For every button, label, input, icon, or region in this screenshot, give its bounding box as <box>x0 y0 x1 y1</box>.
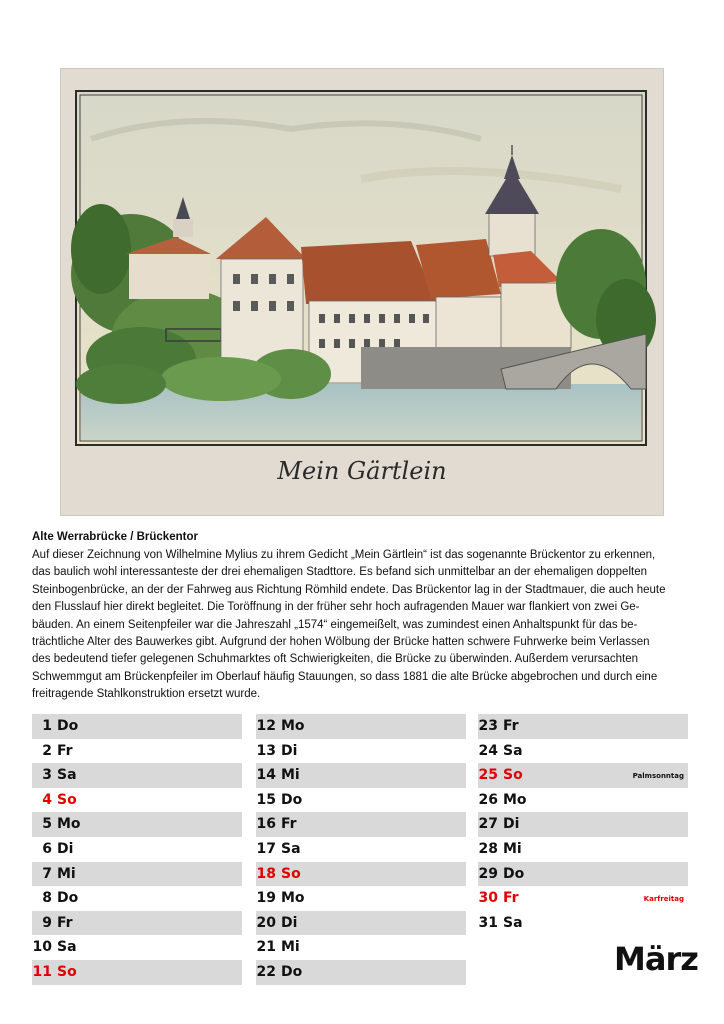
calendar-day-number: 15 <box>256 791 276 808</box>
calendar-day-row <box>256 739 466 764</box>
calendar-day-row <box>32 935 242 960</box>
calendar-weekday: Fr <box>57 914 73 931</box>
calendar-day-number: 14 <box>256 767 276 784</box>
calendar-day-row <box>478 911 688 936</box>
calendar-weekday: So <box>281 865 301 882</box>
calendar-day-row <box>478 837 688 862</box>
calendar-day-row <box>256 886 466 911</box>
article-line: freitragende Stahlkonstruktion ersetzt wurde. <box>32 688 261 701</box>
calendar-day-number: 25 <box>478 767 498 784</box>
calendar-weekday: Do <box>57 890 79 907</box>
calendar-day-number: 7 <box>42 865 52 882</box>
calendar-weekday: Do <box>281 791 303 808</box>
painting-mein-gaertlein <box>60 68 664 516</box>
calendar-day-number: 30 <box>478 890 498 907</box>
calendar-day-number: 12 <box>256 718 276 734</box>
article-body <box>32 547 704 704</box>
calendar-day-number: 11 <box>32 963 52 980</box>
calendar-column-1 <box>32 714 242 985</box>
calendar-day-row <box>256 812 466 837</box>
calendar-day-row <box>32 886 242 911</box>
calendar-weekday: So <box>57 963 77 980</box>
calendar-weekday: Mo <box>503 791 527 808</box>
calendar-day-row <box>478 812 688 837</box>
article-line: des bedeutend tiefer gelegenen Schuhmarktes oft Schwierigkeiten, die Brücke zu überwinden. Außerdem verursachten <box>32 653 639 666</box>
calendar-weekday: Mo <box>281 718 305 734</box>
calendar-weekday: So <box>57 791 77 808</box>
calendar-day-number: 23 <box>478 718 498 734</box>
calendar-day-row <box>32 837 242 862</box>
calendar-day-number: 28 <box>478 840 498 857</box>
calendar-day-number: 21 <box>256 939 276 956</box>
calendar-day-number: 19 <box>256 890 276 907</box>
calendar-day-row <box>32 812 242 837</box>
calendar-day-number: 20 <box>256 914 276 931</box>
calendar-day-number: 16 <box>256 816 276 833</box>
calendar-weekday: Mi <box>503 840 522 857</box>
calendar-day-number: 13 <box>256 742 276 759</box>
calendar-day-row <box>32 911 242 936</box>
calendar-weekday: Fr <box>503 890 519 907</box>
calendar-day-number: 29 <box>478 865 498 882</box>
calendar-day-row <box>478 862 688 887</box>
calendar-weekday: Sa <box>503 742 523 759</box>
calendar-day-number: 9 <box>42 914 52 931</box>
calendar-column-2 <box>256 714 466 985</box>
calendar-weekday: Fr <box>281 816 297 833</box>
calendar-holiday-note: Karfreitag <box>643 895 684 904</box>
calendar-weekday: Sa <box>57 767 77 784</box>
calendar-weekday: Di <box>281 742 298 759</box>
calendar-day-row <box>256 714 466 739</box>
painting-illustration <box>61 69 663 515</box>
calendar-day-number: 2 <box>42 742 52 759</box>
article-title: Alte Werrabrücke / Brückentor <box>32 531 198 543</box>
calendar-day-row <box>478 714 688 739</box>
article-line: trächtliche Alter des Bauwerkes gibt. Aufgrund der hohen Wölbung der Brücke hatten schwere Fuhrwerke beim Verlassen <box>32 636 650 649</box>
article-line: Schwemmgut am Brückenpfeiler im Oberlauf häufig Stauungen, so dass 1881 die alte Brücke abgebrochen und durch eine <box>32 670 658 683</box>
calendar-weekday: Fr <box>57 742 73 759</box>
calendar-day-row <box>256 788 466 813</box>
calendar-weekday: Mo <box>281 890 305 907</box>
article-line: den Flusslauf hier direkt begleitet. Die Toröffnung in der früher sehr hoch aufragenden Mauer war flankiert von zwei Ge- <box>32 601 640 614</box>
calendar-day-row <box>32 960 242 985</box>
calendar-weekday: Di <box>281 914 298 931</box>
calendar-day-number: 3 <box>42 767 52 784</box>
calendar-day-number: 8 <box>42 890 52 907</box>
calendar-weekday: So <box>503 767 523 784</box>
calendar-weekday: Di <box>57 840 74 857</box>
calendar-day-number: 4 <box>42 791 52 808</box>
calendar-day-number: 17 <box>256 840 276 857</box>
calendar-day-row <box>478 739 688 764</box>
calendar-day-row <box>32 862 242 887</box>
article-line: Auf dieser Zeichnung von Wilhelmine Mylius zu ihrem Gedicht „Mein Gärtlein“ ist das sogenannte Brückentor zu erkennen, <box>32 549 656 561</box>
calendar-weekday: Do <box>57 718 79 734</box>
article-line: das baulich wohl interessanteste der drei ehemaligen Stadttore. Es befand sich unmittelbar an der ehemaligen doppelten <box>32 566 647 579</box>
calendar-day-row <box>256 837 466 862</box>
calendar-day-row <box>32 788 242 813</box>
calendar-day-row <box>256 911 466 936</box>
article-line: bäuden. An einem Seitenpfeiler war die Jahreszahl „1574“ eingemeißelt, was zumindest einen Anhaltspunkt für das be- <box>32 618 638 631</box>
calendar-day-row <box>256 960 466 985</box>
calendar-column-3 <box>478 714 688 935</box>
calendar-day-row <box>478 788 688 813</box>
month-title: März <box>614 940 698 978</box>
calendar-day-row <box>32 739 242 764</box>
calendar-day-number: 22 <box>256 963 276 980</box>
calendar-weekday: Fr <box>503 718 519 734</box>
calendar-weekday: Mo <box>57 816 81 833</box>
calendar-day-row <box>32 763 242 788</box>
calendar-day-number: 6 <box>42 840 52 857</box>
calendar-day-number: 24 <box>478 742 498 759</box>
calendar-weekday: Mi <box>57 865 76 882</box>
calendar-day-row <box>256 763 466 788</box>
article-line: Steinbogenbrücke, an der der Fahrweg aus Richtung Römhild endete. Das Brückentor lag in der Stadtmauer, die auch heute <box>32 583 666 596</box>
calendar-day-number: 31 <box>478 914 498 931</box>
calendar-holiday-note: Palmsonntag <box>632 772 684 781</box>
calendar-day-number: 18 <box>256 865 276 882</box>
painting-caption: Mein Gärtlein <box>277 457 447 485</box>
calendar-weekday: Mi <box>281 939 300 956</box>
calendar-weekday: Do <box>503 865 525 882</box>
calendar-day-row <box>32 714 242 739</box>
calendar-day-number: 5 <box>42 816 52 833</box>
calendar-day-row <box>256 862 466 887</box>
calendar-weekday: Sa <box>57 939 77 956</box>
calendar-weekday: Sa <box>281 840 301 857</box>
calendar-day-row <box>478 886 688 911</box>
calendar-day-number: 1 <box>42 718 52 734</box>
calendar-day-number: 27 <box>478 816 498 833</box>
calendar-day-number: 26 <box>478 791 498 808</box>
calendar-weekday: Mi <box>281 767 300 784</box>
calendar-weekday: Di <box>503 816 520 833</box>
calendar-day-number: 10 <box>32 939 52 956</box>
calendar-day-row <box>256 935 466 960</box>
calendar-weekday: Do <box>281 963 303 980</box>
calendar-day-row <box>478 763 688 788</box>
calendar-weekday: Sa <box>503 914 523 931</box>
